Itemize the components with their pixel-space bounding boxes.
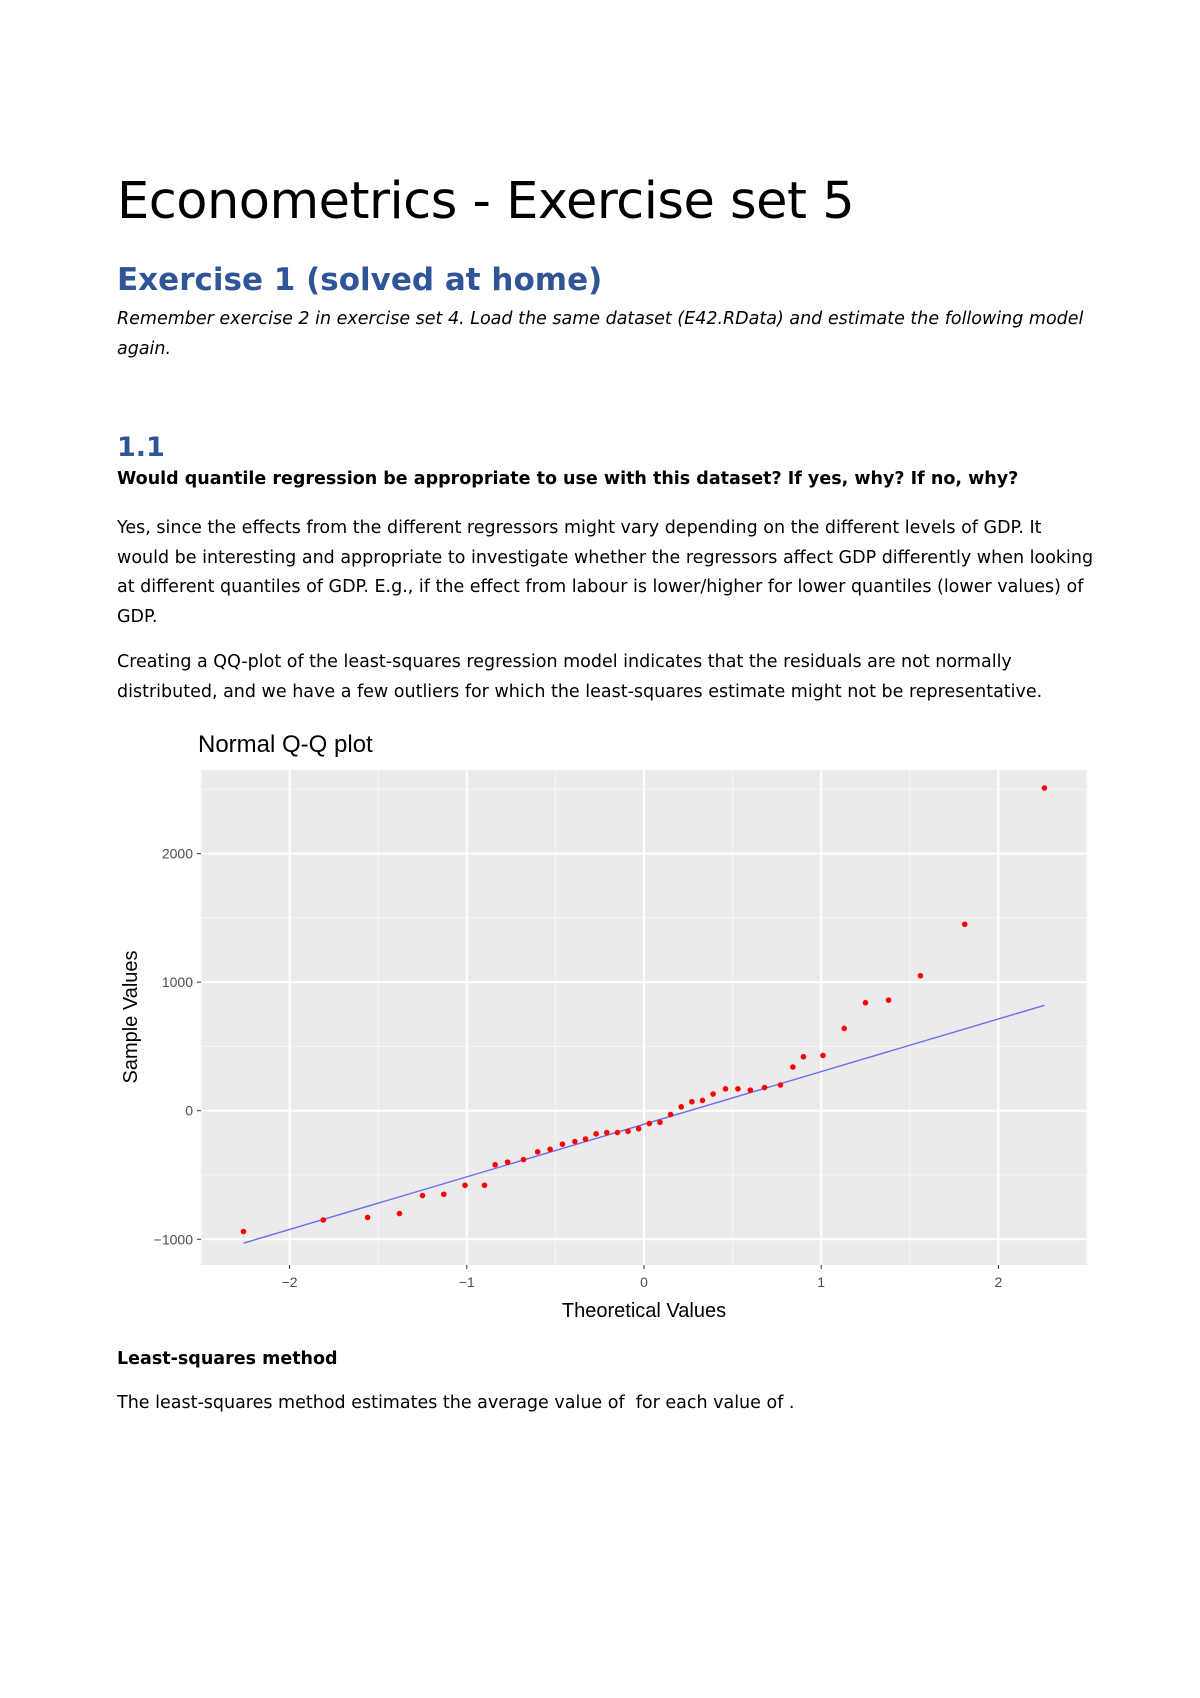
data-point	[700, 1098, 706, 1104]
data-point	[678, 1104, 684, 1110]
data-point	[593, 1131, 599, 1137]
data-point	[863, 1000, 869, 1006]
data-point	[886, 997, 892, 1003]
data-point	[397, 1211, 403, 1217]
data-point	[735, 1086, 741, 1092]
least-squares-heading: Least-squares method	[117, 1349, 338, 1369]
data-point	[625, 1128, 631, 1134]
data-point	[583, 1136, 589, 1142]
data-point	[657, 1119, 663, 1125]
y-tick-label: 2000	[161, 845, 193, 862]
page-title: Econometrics - Exercise set 5	[117, 172, 855, 231]
data-point	[962, 921, 968, 927]
data-point	[505, 1159, 511, 1165]
data-point	[521, 1157, 527, 1163]
x-axis-label: Theoretical Values	[561, 1300, 727, 1322]
data-point	[689, 1099, 695, 1105]
data-point	[462, 1182, 468, 1188]
data-point	[647, 1121, 653, 1127]
x-tick-label: 1	[817, 1274, 826, 1290]
x-axis	[282, 1265, 1003, 1290]
data-point	[762, 1085, 768, 1091]
data-point	[668, 1112, 674, 1118]
y-tick-label: −1000	[153, 1231, 193, 1248]
data-point	[560, 1141, 566, 1147]
exercise-heading: Exercise 1 (solved at home)	[117, 262, 603, 298]
data-point	[535, 1149, 541, 1155]
data-point	[778, 1082, 784, 1088]
data-point	[1042, 785, 1048, 791]
data-point	[790, 1064, 796, 1070]
y-axis	[154, 846, 201, 1248]
data-point	[748, 1087, 754, 1093]
least-squares-paragraph: The least-squares method estimates the average value of for each value of .	[117, 1393, 795, 1413]
qq-plot-chart	[110, 725, 1100, 1330]
data-point	[547, 1146, 553, 1152]
data-point	[710, 1091, 716, 1097]
x-tick-label: 2	[994, 1274, 1003, 1290]
x-tick-label: 0	[640, 1274, 648, 1290]
y-tick-label: 1000	[161, 974, 193, 991]
data-point	[615, 1130, 621, 1136]
data-point	[636, 1126, 642, 1132]
x-tick-label: −2	[281, 1274, 298, 1290]
data-point	[492, 1162, 498, 1168]
data-point	[241, 1229, 247, 1235]
data-point	[441, 1191, 447, 1197]
answer-paragraph: Yes, since the effects from the different regressors might vary depending on the different levels of GDP. It would be interesting and appropriate to investigate whether the regressors affect GDP differently when looking at different quantiles of GDP. E.g., if the effect from labour is lower/higher for lower quantiles (lower values) of GDP.	[117, 518, 1094, 627]
question-text: Would quantile regression be appropriate to use with this dataset? If yes, why? If no, why?	[117, 469, 1019, 489]
data-point	[482, 1182, 488, 1188]
data-point	[918, 973, 924, 979]
data-point	[572, 1139, 578, 1145]
data-point	[723, 1086, 729, 1092]
data-point	[820, 1053, 826, 1059]
data-point	[420, 1193, 426, 1199]
chart-title: Normal Q-Q plot	[198, 731, 373, 758]
data-point	[320, 1217, 326, 1223]
y-axis-label: Sample Values	[120, 950, 142, 1084]
qq-paragraph: Creating a QQ-plot of the least-squares regression model indicates that the residuals are not normally distributed, and we have a few outliers for which the least-squares estimate might not be representative.	[117, 652, 1043, 702]
y-tick-label: 0	[185, 1102, 193, 1119]
intro-paragraph: Remember exercise 2 in exercise set 4. Load the same dataset (E42.RData) and estimate the following model again.	[117, 309, 1084, 359]
x-tick-label: −1	[458, 1274, 475, 1290]
data-point	[841, 1026, 847, 1032]
data-point	[365, 1215, 371, 1221]
data-point	[801, 1054, 807, 1060]
section-heading: 1.1	[117, 432, 165, 463]
data-point	[604, 1130, 610, 1136]
